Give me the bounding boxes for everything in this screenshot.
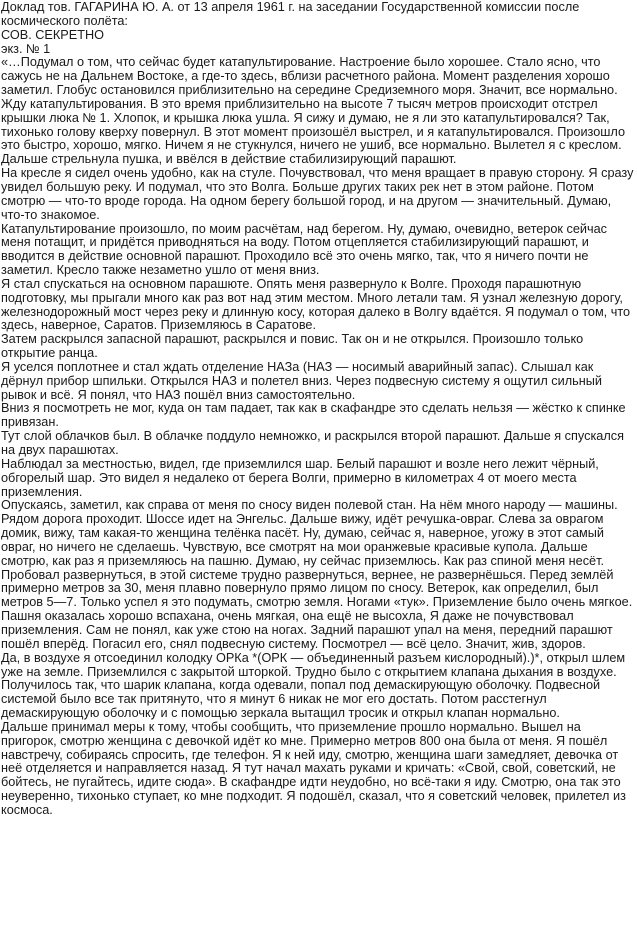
- paragraph-stabilizing-parachute: Катапультирование произошло, по моим расчётам, над берегом. Ну, думаю, очевидно, ветерок сейчас меня потащит, и придётся приводняться на воду. Потом отцепляется стабилизирующий парашют, и вводится в действие основной парашют. Проходило всё это очень мягко, так, что я ничего почти не заметил. Кресло также незаметно ушло от меня вниз.: [1, 221, 607, 278]
- paragraph-catapult-ejection: «…Подумал о том, что сейчас будет катапультирование. Настроение было хорошее. Стало ясно, что сажусь не на Дальнем Востоке, а где-то здесь, вблизи расчетного района. Момент разделения хорошо заметил. Глобус остановился приблизительно на середине Средиземного моря. Значит, все нормально. Жду катапультирования. В это время приблизительно на высоте 7 тысяч метров происходит отстрел крышки люка № 1. Хлопок, и крышка люка ушла. Я сижу и думаю, не я ли это катапультировался? Так, тихонько голову кверху повернул. В этот момент произошёл выстрел, и я катапультировался. Произошло это быстро, хорошо, мягко. Ничем я не стукнулся, ничего не ушиб, все нормально. Вылетел я с креслом. Дальше стрельнула пушка, и ввёлся в действие стабилизирующий парашют.: [1, 55, 626, 167]
- paragraph-seat-descent: На кресле я сидел очень удобно, как на стуле. Почувствовал, что меня вращает в правую сторону. Я сразу увидел большую реку. И подумал, что это Волга. Больше других таких рек нет в этом районе. Потом смотрю — что-то вроде города. На одном берегу большой город, и на другом — значительный. Думаю, что-то знакомое.: [1, 166, 634, 222]
- paragraph-meeting-locals: Дальше принимал меры к тому, чтобы сообщить, что приземление прошло нормально. Вышел на пригорок, смотрю женщина с девочкой идёт ко мне. Примерно метров 800 она была от меня. Я пошёл навстречу, собираясь спросить, где телефон. Я к ней иду, смотрю, женщина шаги замедляет, девочка от неё отделяется и направляется назад. Я тут начал махать руками и кричать: «Свой, свой, советский, не бойтесь, не пугайтесь, идите сюда». В скафандре идти неудобно, но всё-таки я иду. Смотрю, она так это неуверенно, тихонько ступает, ко мне подходит. Я подошёл, сказал, что я советский человек, прилетел из космоса.: [1, 719, 626, 817]
- paragraph-reserve-parachute: Затем раскрылся запасной парашют, раскрылся и повис. Так он и не открылся. Произошло только открытие ранца.: [1, 332, 584, 361]
- paragraph-clouds: Тут слой облачков был. В облачке поддуло немножко, и раскрылся второй парашют. Дальше я спускался на двух парашютах.: [1, 429, 624, 457]
- copy-number: экз. № 1: [1, 41, 51, 56]
- paragraph-main-parachute: Я стал спускаться на основном парашюте. Опять меня развернуло к Волге. Проходя парашютную подготовку, мы прыгали много как раз вот над этим местом. Много летали там. Я узнал железную дорогу, железнодорожный мост через реку и длинную косу, которая далеко в Волгу вдаётся. Я подумал о том, что здесь, наверное, Саратов. Приземляюсь в Саратове.: [1, 276, 631, 333]
- paragraph-oxygen-valve: Да, в воздухе я отсоединил колодку ОРКа *(ОРК — объединенный разъем кислородный).)*, открыл шлем уже на земле. Приземлился с закрытой шторкой. Трудно было с открытием клапана дыхания в воздухе. Получилось так, что шарик клапана, когда одевали, попал под демаскирующую оболочку. Подвесной системой было все так притянуто, что я минут 6 никак не мог его достать. Потом расстегнул демаскирующую оболочку и с помощью зеркала вытащил тросик и открыл клапан нормально.: [1, 650, 626, 721]
- secrecy-stamp: СОВ. СЕКРЕТНО: [1, 27, 104, 42]
- paragraph-spacesuit: Вниз я посмотреть не мог, куда он там падает, так как в скафандре это сделать нельзя — жёстко к спинке привязан.: [1, 401, 626, 430]
- paragraph-capsule-sighting: Наблюдал за местностью, видел, где приземлился шар. Белый парашют и возле него лежит чёрный, обгорелый шар. Это видел я недалеко от берега Волги, примерно в километрах 4 от моего места приземления.: [1, 456, 599, 499]
- paragraph-naz-separation: Я уселся поплотнее и стал ждать отделение НАЗа (НАЗ — носимый аварийный запас). Слышал как дёрнул прибор шпильки. Открылся НАЗ и полетел вниз. Через подвесную систему я ощутил сильный рывок и всё. Я понял, что НАЗ пошёл вниз самостоятельно.: [1, 359, 602, 402]
- paragraph-landing: Опускаясь, заметил, как справа от меня по сносу виден полевой стан. На нём много народу — машины. Рядом дорога проходит. Шоссе идет на Энгельс. Дальше вижу, идёт речушка-овраг. Слева за оврагом домик, вижу, там какая-то женщина телёнка пасёт. Ну, думаю, сейчас я, наверное, угожу в этот самый овраг, но ничего не сделаешь. Чувствую, все смотрят на мои оранжевые красивые купола. Дальше смотрю, как раз я приземляюсь на пашню. Думаю, ну сейчас приземлюсь. Как раз спиной меня несёт. Пробовал развернуться, в этой системе трудно развернуться, вернее, не развернёшься. Перед землёй примерно метров за 30, меня плавно повернуло прямо лицом по сносу. Ветерок, как определил, был метров 5—7. Только успел я это подумать, смотрю земля. Ногами «тук». Приземление было очень мягкое. Пашня оказалась хорошо вспахана, очень мягкая, она ещё не высохла, Я даже не почувствовал приземления. Сам не понял, как уже стою на ногах. Задний парашют упал на меня, передний парашют пошёл вперёд. Погасил его, снял подвесную систему. Посмотрел — всё цело. Значит, жив, здоров.: [1, 498, 633, 651]
- report-intro: Доклад тов. ГАГАРИНА Ю. А. от 13 апреля 1961 г. на заседании Государственной комиссии после космического полёта:: [1, 0, 580, 28]
